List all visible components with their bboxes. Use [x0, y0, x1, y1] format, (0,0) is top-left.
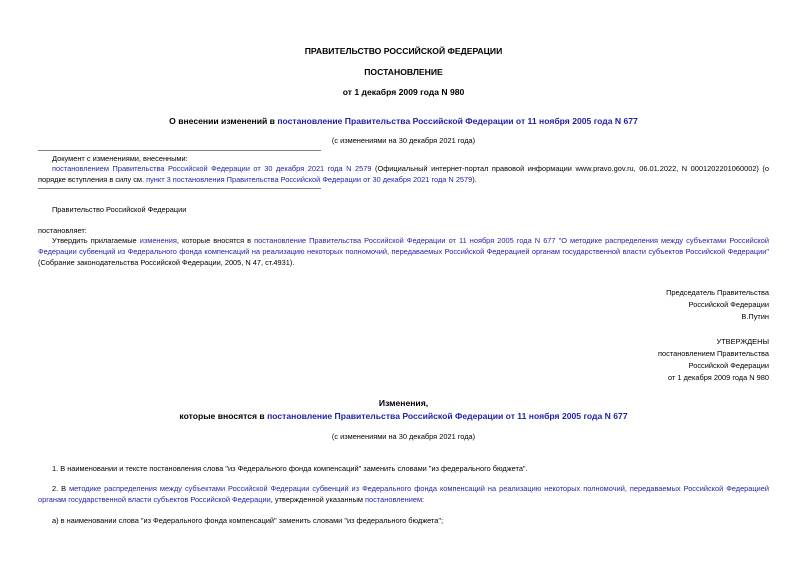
p1-end: (Собрание законодательства Российской Федерации, 2005, N 47, ст.4931).: [38, 258, 295, 267]
item2-middle: , утвержденной указанным: [270, 495, 366, 504]
changes-box-source: (Официальный интернет-портал правовой информации www.pravo.gov.ru, 06.01.2022, N 0001202201060002) (о порядке: [38, 164, 769, 184]
document-type: ПОСТАНОВЛЕНИЕ: [364, 67, 443, 77]
annex-changes-link[interactable]: изменения: [139, 236, 177, 245]
operative-paragraph: [38, 235, 769, 268]
government-line: Правительство Российской Федерации: [52, 205, 187, 214]
item2-start: 2. В: [52, 484, 70, 493]
changes-box-bottom-rule: [38, 188, 321, 189]
item2-end: :: [422, 495, 425, 504]
decides-word: постановляет:: [38, 226, 87, 235]
annex-heading: Изменения,: [378, 398, 429, 408]
approval-block: [658, 336, 769, 384]
resolution-677-link[interactable]: постановление Правительства Российской Федерации от 11 ноября 2005 года N 677 "О методике распределения между субъектами Российской Федерации субвенций из Федерального фонда компенсаций на реализацию некоторых полномочий, передаваемых Российской Федерацией органам государственной власти субъектов Российской Федерации": [38, 236, 769, 256]
signature-title: Председатель Правительства: [666, 288, 769, 297]
changes-box-end: ).: [472, 175, 477, 184]
annex-item-1: 1. В наименовании и тексте постановления слова "из Федерального фонда компенсаций" заменить словами "из федерального бюджета".: [52, 464, 528, 473]
annex-item-2: [38, 483, 769, 505]
annex-subheading: [0, 411, 807, 421]
annex-revision-note: (с изменениями на 30 декабря 2021 года): [331, 432, 476, 441]
entry-into-force-link[interactable]: пункт 3 постановления Правительства Российской Федерации от 30 декабря 2021 года N 2579: [146, 175, 473, 184]
annex-sub-prefix: которые вносятся в: [179, 411, 268, 421]
changes-box-entry-prefix: вступления в силу см.: [67, 175, 147, 184]
signature-org: Российской Федерации: [688, 300, 769, 309]
annex-resolution-link[interactable]: постановление Правительства Российской Федерации от 11 ноября 2005 года N 677: [267, 411, 628, 421]
amending-act-link[interactable]: постановлением Правительства Российской Федерации от 30 декабря 2021 года N 2579: [52, 164, 372, 173]
revision-note: (с изменениями на 30 декабря 2021 года): [331, 136, 476, 145]
p1-middle: , которые вносятся в: [176, 236, 255, 245]
p1-start: Утвердить прилагаемые: [52, 236, 140, 245]
document-date: от 1 декабря 2009 года N 980: [342, 87, 465, 97]
changes-box-text: [38, 163, 769, 185]
document-title: [0, 116, 807, 126]
annex-item-2a: а) в наименовании слова "из Федерального фонда компенсаций" заменить словами "из федерального бюджета";: [52, 516, 444, 525]
resolution-link[interactable]: постановлением: [365, 495, 423, 504]
approval-org: Российской Федерации: [688, 361, 769, 370]
approval-date: от 1 декабря 2009 года N 980: [668, 373, 769, 382]
approval-by: постановлением Правительства: [658, 349, 769, 358]
approval-word: УТВЕРЖДЕНЫ: [716, 337, 769, 346]
government-heading: ПРАВИТЕЛЬСТВО РОССИЙСКОЙ ФЕДЕРАЦИИ: [304, 46, 503, 56]
signature-name: В.Путин: [741, 312, 769, 321]
title-amended-act-link[interactable]: постановление Правительства Российской Федерации от 11 ноября 2005 года N 677: [277, 116, 638, 126]
title-prefix: О внесении изменений в: [169, 116, 278, 126]
changes-box-top-rule: [38, 150, 321, 151]
methodology-link[interactable]: методике распределения между субъектами Российской Федерации субвенций из Федерального фонда компенсаций на реализацию некоторых полномочий, передаваемых Российской Федерацией органам государственной власти субъектов Российской Федерации: [38, 484, 770, 504]
changes-box-label: Документ с изменениями, внесенными:: [52, 154, 188, 163]
signature-block: [666, 287, 769, 323]
